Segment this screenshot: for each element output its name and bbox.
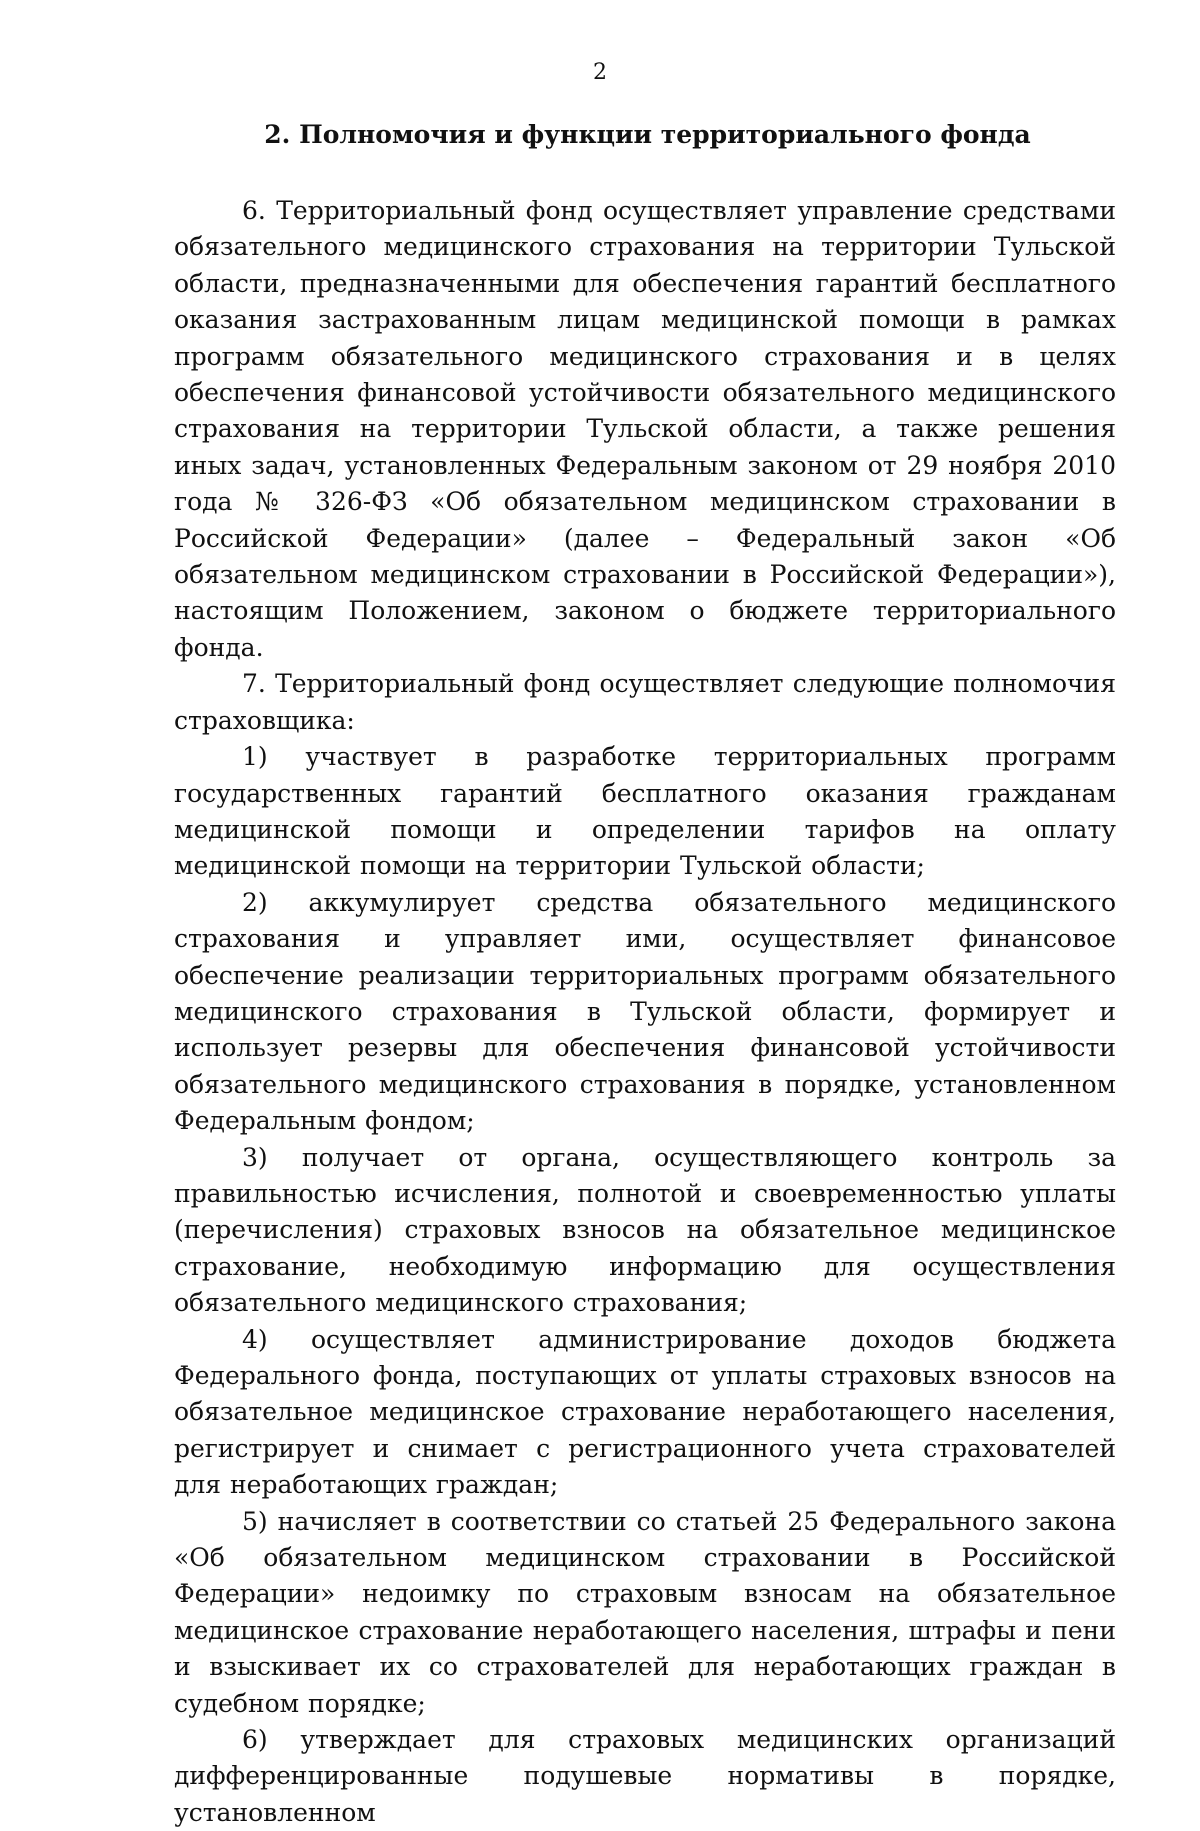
list-item-5: 5) начисляет в соответствии со статьей 25 Федерального закона «Об обязательном медицинском страховании в Российской Федерации» недоимку по страховым взносам на обязательное медицинское страхование неработающего населения, штрафы и пени и взыскивает их со страхователей для неработающих граждан в судебном порядке; — [174, 1506, 1116, 1718]
paragraph-7: 7. Территориальный фонд осуществляет следующие полномочия страховщика: — [174, 669, 1116, 735]
section-title: 2. Полномочия и функции территориального фонда — [264, 120, 1031, 149]
list-item-3: 3) получает от органа, осуществляющего контроль за правильностью исчисления, полнотой и своевременностью уплаты (перечисления) страховых взносов на обязательное медицинское страхование, необходимую информацию для осуществления обязательного медицинского страхования; — [174, 1142, 1116, 1318]
list-item-1: 1) участвует в разработке территориальных программ государственных гарантий бесплатного оказания гражданам медицинской помощи и определении тарифов на оплату медицинской помощи на территории Тульской области; — [174, 742, 1116, 881]
document-body — [174, 193, 1116, 1831]
paragraph-6: 6. Территориальный фонд осуществляет управление средствами обязательного медицинского страхования на территории Тульской области, предназначенными для обеспечения гарантий бесплатного оказания застрахованным лицам медицинской помощи в рамках программ обязательного медицинского страхования и в целях обеспечения финансовой устойчивости обязательного медицинского страхования на территории Тульской области, а также решения иных задач, установленных Федеральным законом от 29 ноября 2010 года № 326-ФЗ «Об обязательном медицинском страховании в Российской Федерации» (далее – Федеральный закон «Об обязательном медицинском страховании в Российской Федерации»), настоящим Положением, законом о бюджете территориального фонда. — [174, 196, 1116, 662]
list-item-2: 2) аккумулирует средства обязательного медицинского страхования и управляет ими, осуществляет финансовое обеспечение реализации территориальных программ обязательного медицинского страхования в Тульской области, формирует и использует резервы для обеспечения финансовой устойчивости обязательного медицинского страхования в порядке, установленном Федеральным фондом; — [174, 887, 1116, 1136]
page-number: 2 — [593, 60, 607, 85]
list-item-4: 4) осуществляет администрирование доходов бюджета Федерального фонда, поступающих от уплаты страховых взносов на обязательное медицинское страхование неработающего населения, регистрирует и снимает с регистрационного учета страхователей для неработающих граждан; — [174, 1324, 1116, 1500]
list-item-6: 6) утверждает для страховых медицинских организаций дифференцированные подушевые нормативы в порядке, установленном — [174, 1725, 1116, 1827]
